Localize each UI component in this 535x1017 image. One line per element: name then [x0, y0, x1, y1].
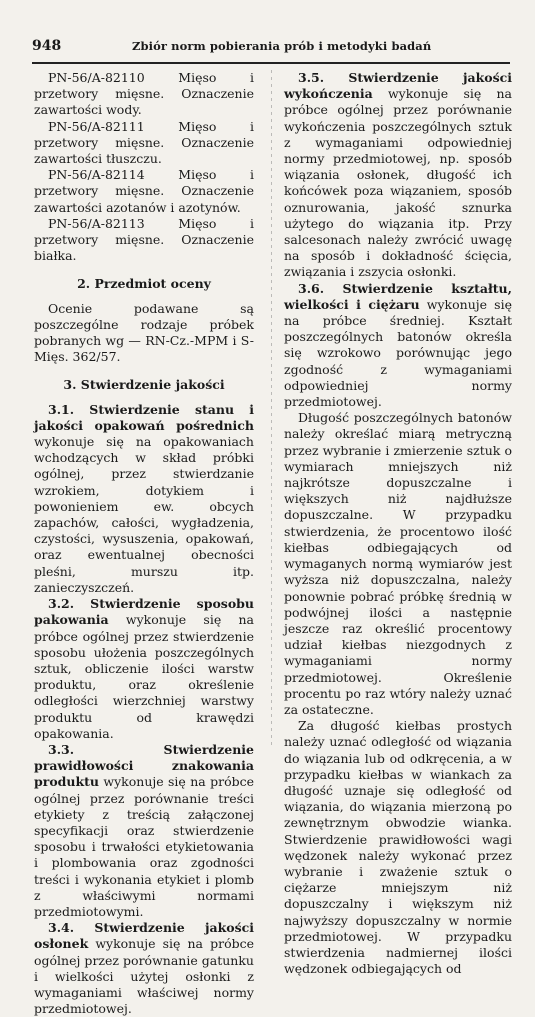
section-3-6: [284, 281, 512, 411]
section-3-4-heading: 3.4. Stwierdzenie jakości osłonek: [34, 920, 254, 952]
section-3-3-heading: 3.3. Stwierdzenie prawidłowości znakowania produktu: [34, 741, 254, 790]
section-3-1: [34, 402, 254, 596]
section-3-1-heading: 3.1. Stwierdzenie stanu i jakości opakowań pośrednich: [34, 401, 254, 433]
section-3-title: 3. Stwierdzenie jakości: [63, 377, 225, 393]
section-3-2-heading: 3.2. Stwierdzenie sposobu pakowania: [34, 596, 254, 628]
section-3-1-text: wykonuje się na opakowaniach wchodzących w skład próbki ogólnej, przez stwierdzanie wzrokiem, dotykiem i powonieniem ew. obcych zapachów, całości, wygładzenia, czystości, wysuszenia, opakowań, oraz ewentualnej obecności pleśni, murszu itp. zanieczyszczeń.: [34, 434, 254, 595]
paragraph-straight-sausages: Za długość kiełbas prostych należy uznać odległość od wiązania do wiązania lub od odkręcenia, a w przypadku kiełbas w wiankach za długość uznaje się odległość od wiązania, do wiązania mierzoną po zewnętrznym obwodzie wianka. Stwierdzenie prawidłowości wagi wędzonek należy wykonać przez wybranie i zważenie sztuk o ciężarze mniejszym niż dopuszczalny i większym niż najwyższy dopuszczalny w normie przedmiotowej. W przypadku stwierdzenia nadmiernej ilości wędzonek odbiegających od: [284, 718, 512, 977]
norm-82113: PN-56/A-82113 Mięso i przetwory mięsne. Oznaczenie białka.: [34, 215, 254, 264]
section-3-5-text: wykonuje się na próbce ogólnej przez porównanie wykończenia poszczególnych sztuk z wymaganiami odpowiedniej normy przedmiotowej, np. sposób wiązania osłonek, długość ich końcówek poza wiązaniem, sposób oznurowania, jakość sznurka użytego do wiązania itp. Przy salcesonach należy zwrócić uwagę na sposób i dokładność ścięcia, związania i zszycia osłonki.: [284, 86, 512, 280]
header-rule: [32, 62, 510, 64]
section-3-2: [34, 596, 254, 742]
running-title: Zbiór norm pobierania prób i metodyki badań: [132, 39, 432, 53]
section-3-5: [284, 70, 512, 281]
paragraph-length: Długość poszczególnych batonów należy określać miarą metryczną przez wybranie i zmierzenie sztuk o wymiarach mniejszych niż najkrótsze dopuszczalne i większych niż najdłuższe dopuszczalne. W przypadku stwierdzenia, że procentowo ilość kiełbas odbiegających od wymaganych normą wymiarów jest wyższa niż dopuszczalna, należy ponownie pobrać próbkę średnią w podwójnej ilości a następnie jeszcze raz określić procentowy udział kiełbas niezgodnych z wymaganiami normy przedmiotowej. Określenie procentu po raz wtóry należy uznać za ostateczne.: [284, 410, 512, 717]
section-3-6-text: wykonuje się na próbce średniej. Kształt poszczególnych batonów określa się wzrokowo porównując jego zgodność z wymaganiami odpowiedniej normy przedmiotowej.: [284, 296, 512, 410]
section-3-5-heading: 3.5. Stwierdzenie jakości wykończenia: [284, 70, 512, 102]
section-3-6-heading: 3.6. Stwierdzenie kształtu, wielkości i ciężaru: [284, 280, 512, 312]
norm-82111: PN-56/A-82111 Mięso i przetwory mięsne. Oznaczenie zawartości tłuszczu.: [34, 118, 254, 167]
section-3-4: [34, 920, 254, 1017]
norm-82114: PN-56/A-82114 Mięso i przetwory mięsne. Oznaczenie zawartości azotanów i azotynów.: [34, 167, 254, 215]
running-header: [0, 38, 535, 56]
section-3-3: [34, 742, 254, 920]
norm-82110: PN-56/A-82110 Mięso i przetwory mięsne. Oznaczenie zawartości wody.: [34, 70, 254, 118]
right-column: [284, 70, 512, 977]
column-divider: [271, 70, 272, 745]
section-3-2-text: wykonuje się na próbce ogólnej przez stwierdzenie sposobu ułożenia poszczególnych sztuk, obliczenie ilości warstw produktu, oraz określenie odległości wierzchniej warstwy produktu od krawędzi opakowania.: [34, 612, 254, 741]
left-column: [34, 70, 254, 1017]
section-3-3-text: wykonuje się na próbce ogólnej przez porównanie treści etykiety z treścią załączonej specyfikacji oraz stwierdzenie sposobu i trwałości etykietowania i plombowania oraz zgodności treści i wykonania etykiet i plomb z właściwymi normami przedmiotowymi.: [34, 774, 254, 919]
section-2-title: 2. Przedmiot oceny: [77, 276, 211, 292]
page-number: 948: [32, 38, 62, 54]
section-2-text: Ocenie podawane są poszczególne rodzaje próbek pobranych wg — RN-Cz.-MPM i S-Mięs. 362/57.: [34, 300, 254, 365]
section-3-4-text: wykonuje się na próbce ogólnej przez porównanie gatunku i wielkości użytej osłonki z wymaganiami właściwej normy przedmiotowej.: [34, 936, 254, 1017]
